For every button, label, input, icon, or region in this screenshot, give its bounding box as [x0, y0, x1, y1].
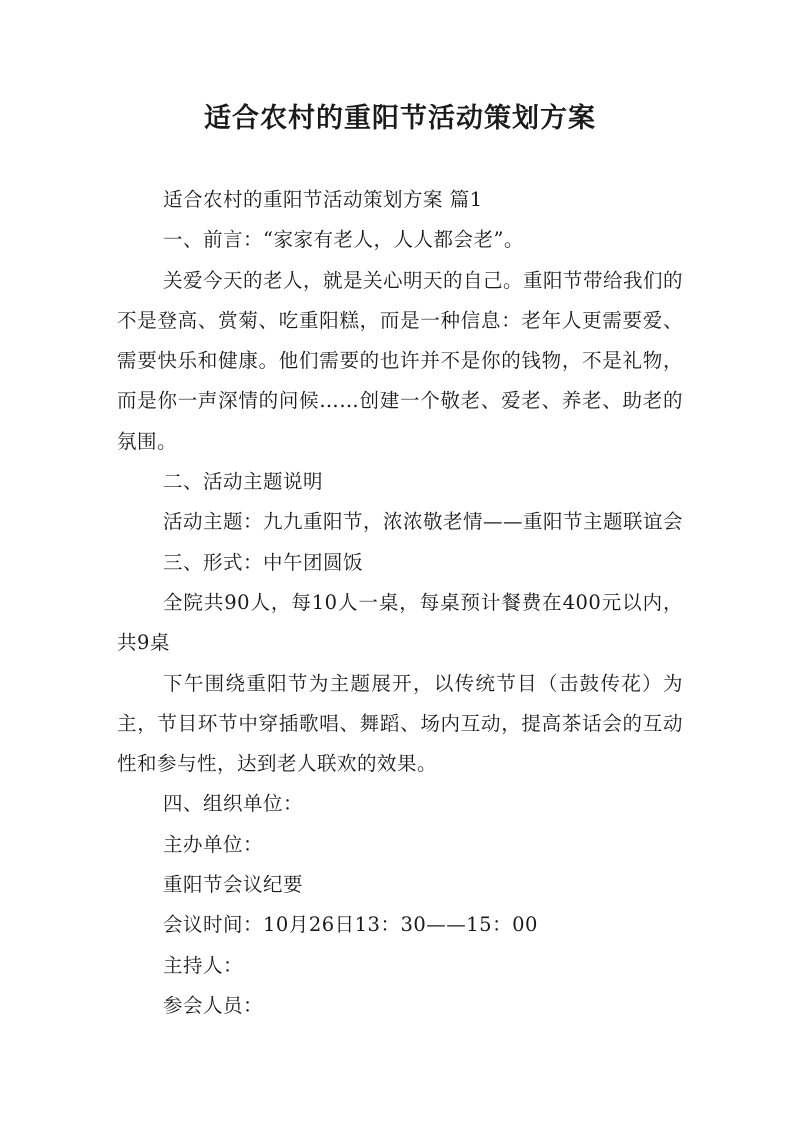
preface-paragraph: 关爱今天的老人，就是关心明天的自己。重阳节带给我们的不是登高、赏菊、吃重阳糕，而是一种信息：老年人更需要爱、需要快乐和健康。他们需要的也许并不是你的钱物，不是礼物，而是你一声深情的问候……创建一个敬老、爱老、养老、助老的氛围。	[117, 268, 684, 453]
theme-heading: 二、活动主题说明	[163, 470, 324, 494]
section-heading-part-1: 适合农村的重阳节活动策划方案 篇1	[163, 188, 483, 211]
meeting-time-line: 会议时间：10月26日13：30——15：00	[163, 913, 538, 937]
lunch-paragraph: 全院共90人，每10人一桌，每桌预计餐费在400元以内，共9桌	[117, 590, 683, 655]
moderator-line: 主持人：	[163, 953, 244, 977]
meeting-minutes-title: 重阳节会议纪要	[163, 873, 304, 897]
preface-heading: 一、前言：“家家有老人，人人都会老”。	[163, 228, 524, 252]
theme-paragraph: 活动主题：九九重阳节，浓浓敬老情——重阳节主题联谊会	[163, 510, 684, 534]
document-title: 适合农村的重阳节活动策划方案	[204, 103, 596, 134]
attendees-line: 参会人员：	[163, 993, 264, 1017]
afternoon-paragraph: 下午围绕重阳节为主题展开，以传统节目（击鼓传花）为主，节目环节中穿插歌唱、舞蹈、场内互动，提高茶话会的互动性和参与性，达到老人联欢的效果。	[117, 671, 683, 776]
format-heading: 三、形式：中午团圆饭	[163, 550, 364, 574]
organizer-heading: 四、组织单位：	[163, 792, 304, 816]
host-unit-line: 主办单位：	[163, 832, 264, 856]
document-body	[117, 180, 683, 1026]
